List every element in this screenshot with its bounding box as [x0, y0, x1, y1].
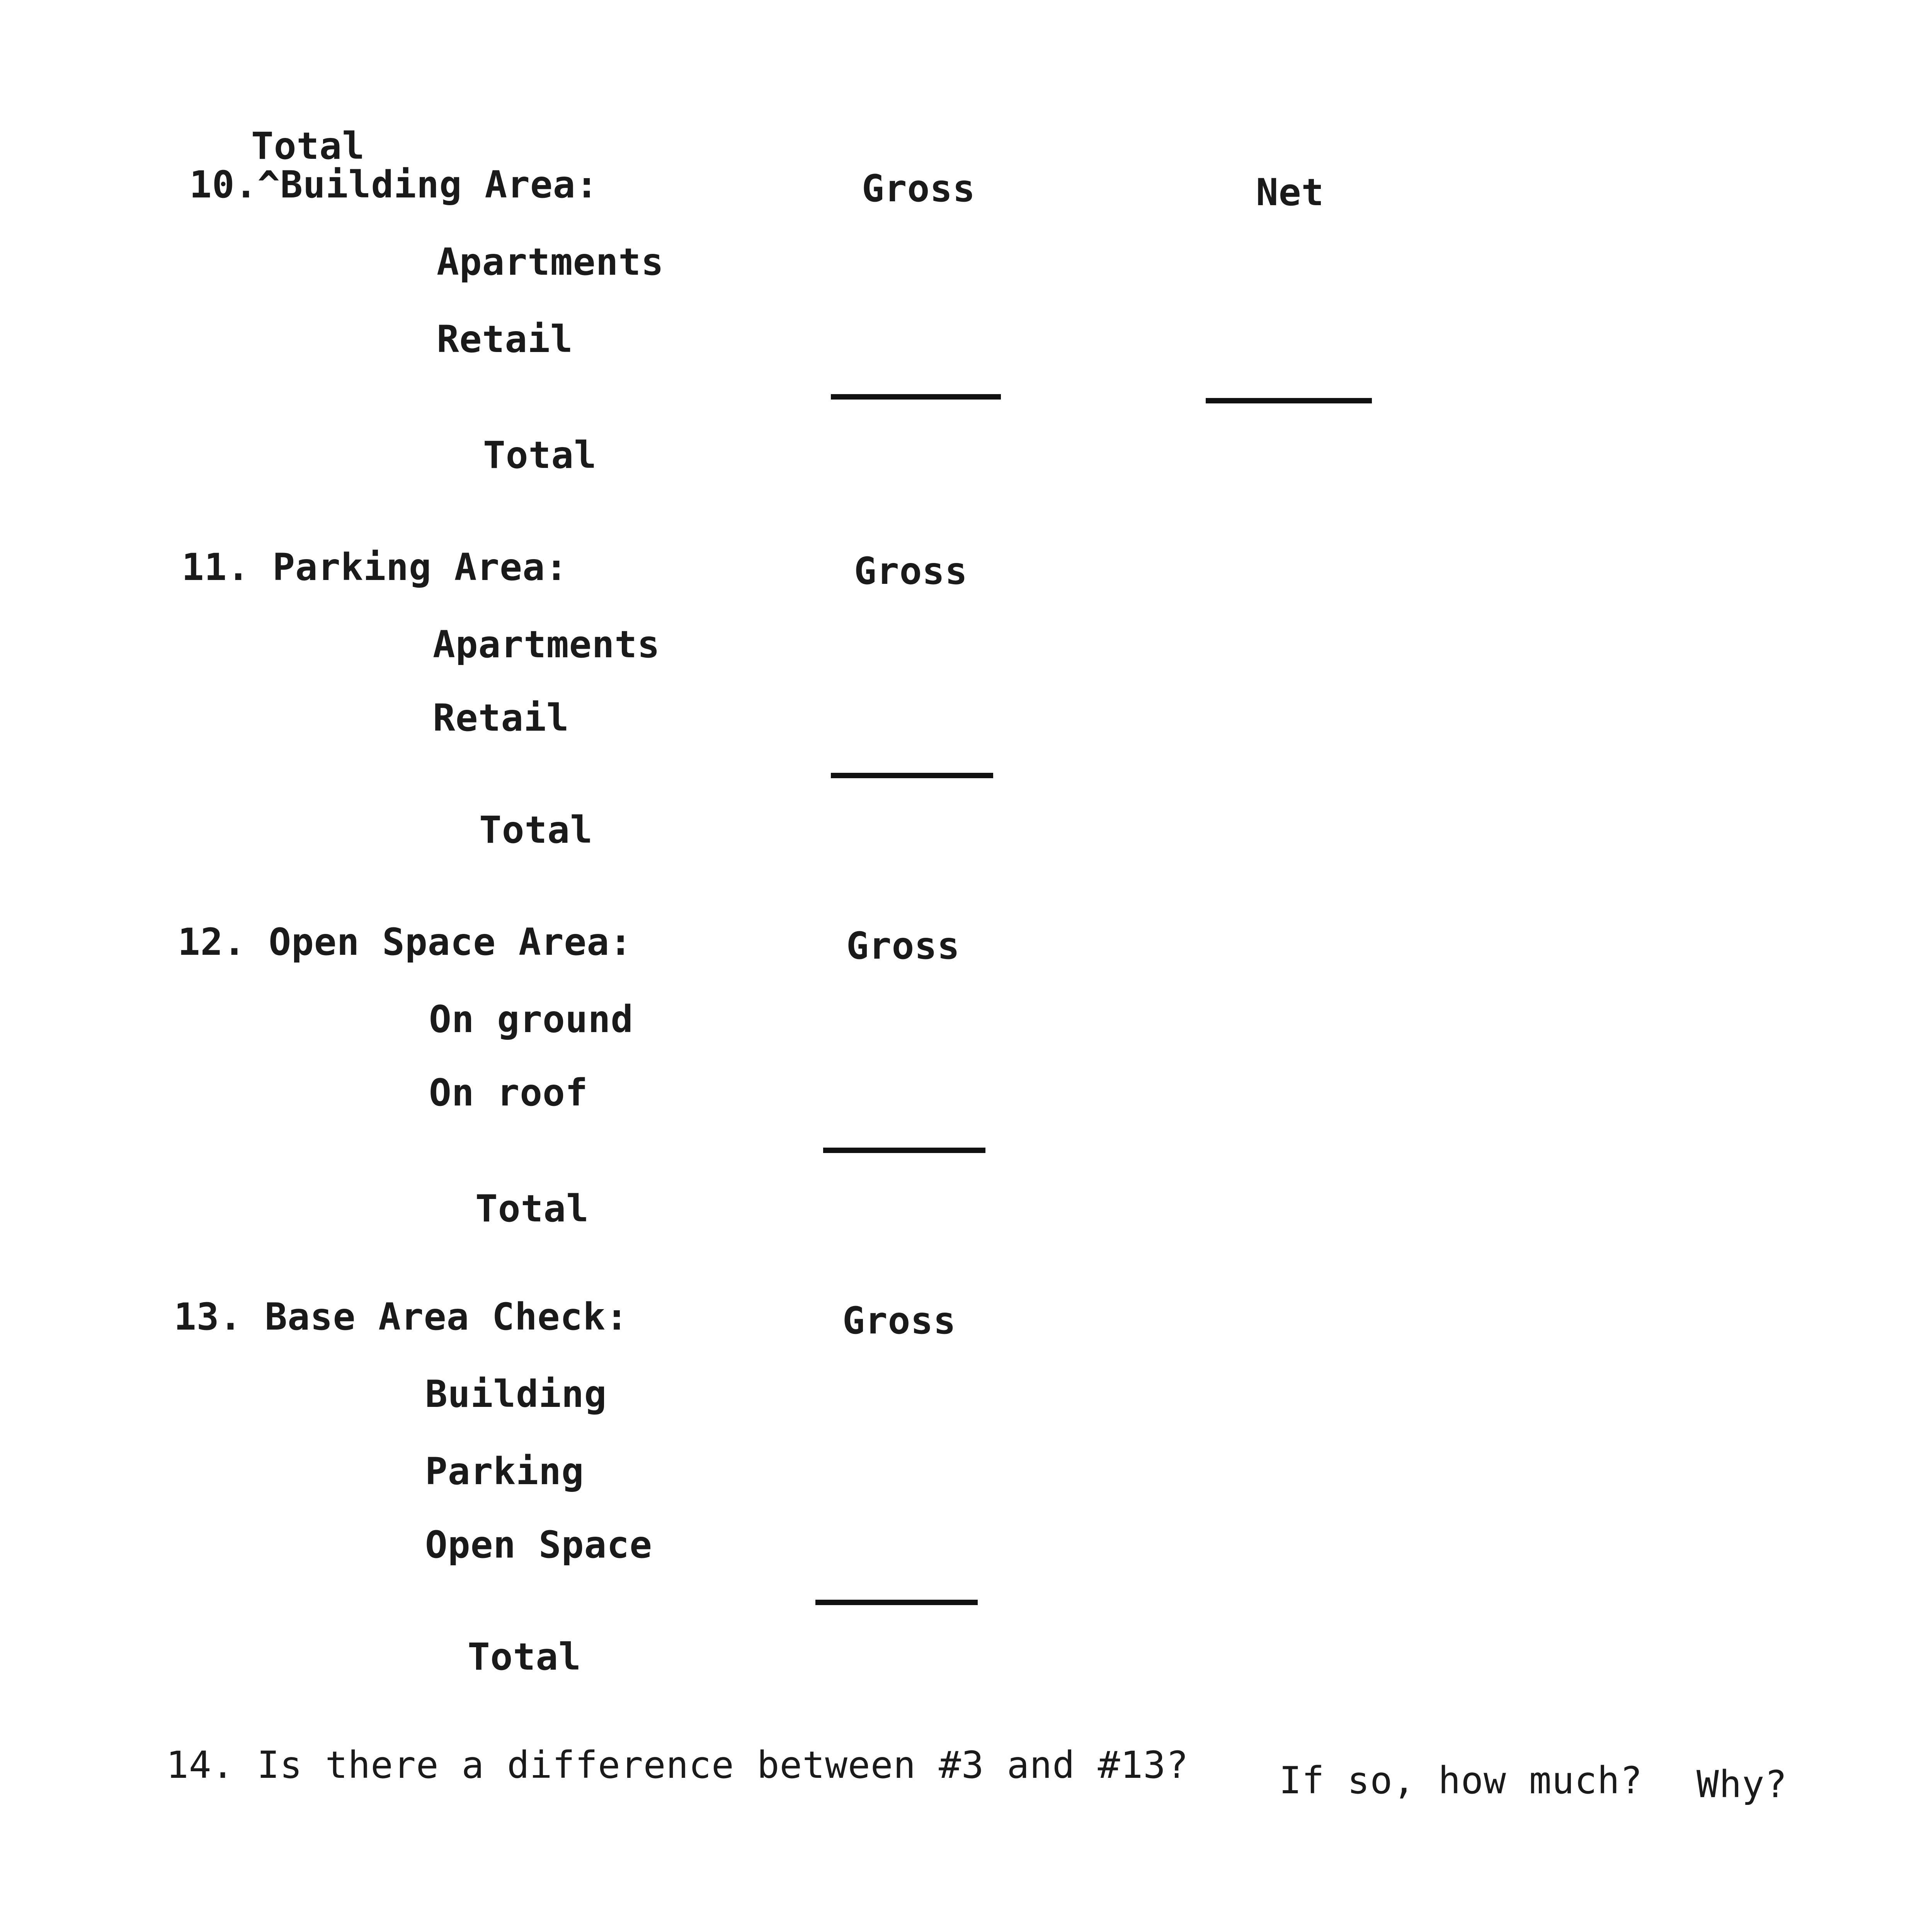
section-10-gross-header: Gross: [862, 167, 975, 210]
section-12-total: Total: [475, 1187, 589, 1230]
section-12-row-on-ground: On ground: [429, 998, 634, 1041]
section-10-net-sum-rule: [1206, 398, 1372, 403]
section-10-row-retail: Retail: [437, 318, 573, 361]
section-13-row-parking: Parking: [425, 1450, 584, 1493]
section-11-row-retail: Retail: [433, 696, 569, 740]
section-13-gross-sum-rule: [815, 1600, 978, 1605]
section-13-row-building: Building: [425, 1372, 607, 1416]
section-11-total: Total: [479, 808, 593, 852]
section-10-heading: 10.^Building Area:: [189, 163, 599, 206]
section-12-row-on-roof: On roof: [429, 1071, 588, 1114]
section-13-row-open-space: Open Space: [425, 1523, 652, 1566]
section-12-heading: 12. Open Space Area:: [178, 920, 632, 964]
section-10-gross-sum-rule: [831, 394, 1001, 400]
section-12-gross-header: Gross: [846, 924, 960, 968]
section-11-gross-sum-rule: [831, 773, 993, 778]
section-13-heading: 13. Base Area Check:: [174, 1295, 628, 1338]
section-11-row-apartments: Apartments: [433, 623, 660, 666]
section-13-total: Total: [468, 1635, 581, 1679]
section-10-row-apartments: Apartments: [437, 240, 664, 284]
caret-insert-total: Total: [251, 124, 365, 168]
section-11-gross-header: Gross: [854, 549, 968, 593]
section-13-gross-header: Gross: [842, 1299, 956, 1342]
section-10-net-header: Net: [1256, 171, 1324, 214]
question-14-how-much: If so, how much?: [1279, 1759, 1643, 1802]
section-11-heading: 11. Parking Area:: [182, 546, 568, 589]
section-10-total: Total: [483, 434, 597, 477]
section-12-gross-sum-rule: [823, 1148, 985, 1153]
question-14: 14. Is there a difference between #3 and #13?: [166, 1743, 1189, 1787]
question-14-why: Why?: [1696, 1763, 1788, 1806]
